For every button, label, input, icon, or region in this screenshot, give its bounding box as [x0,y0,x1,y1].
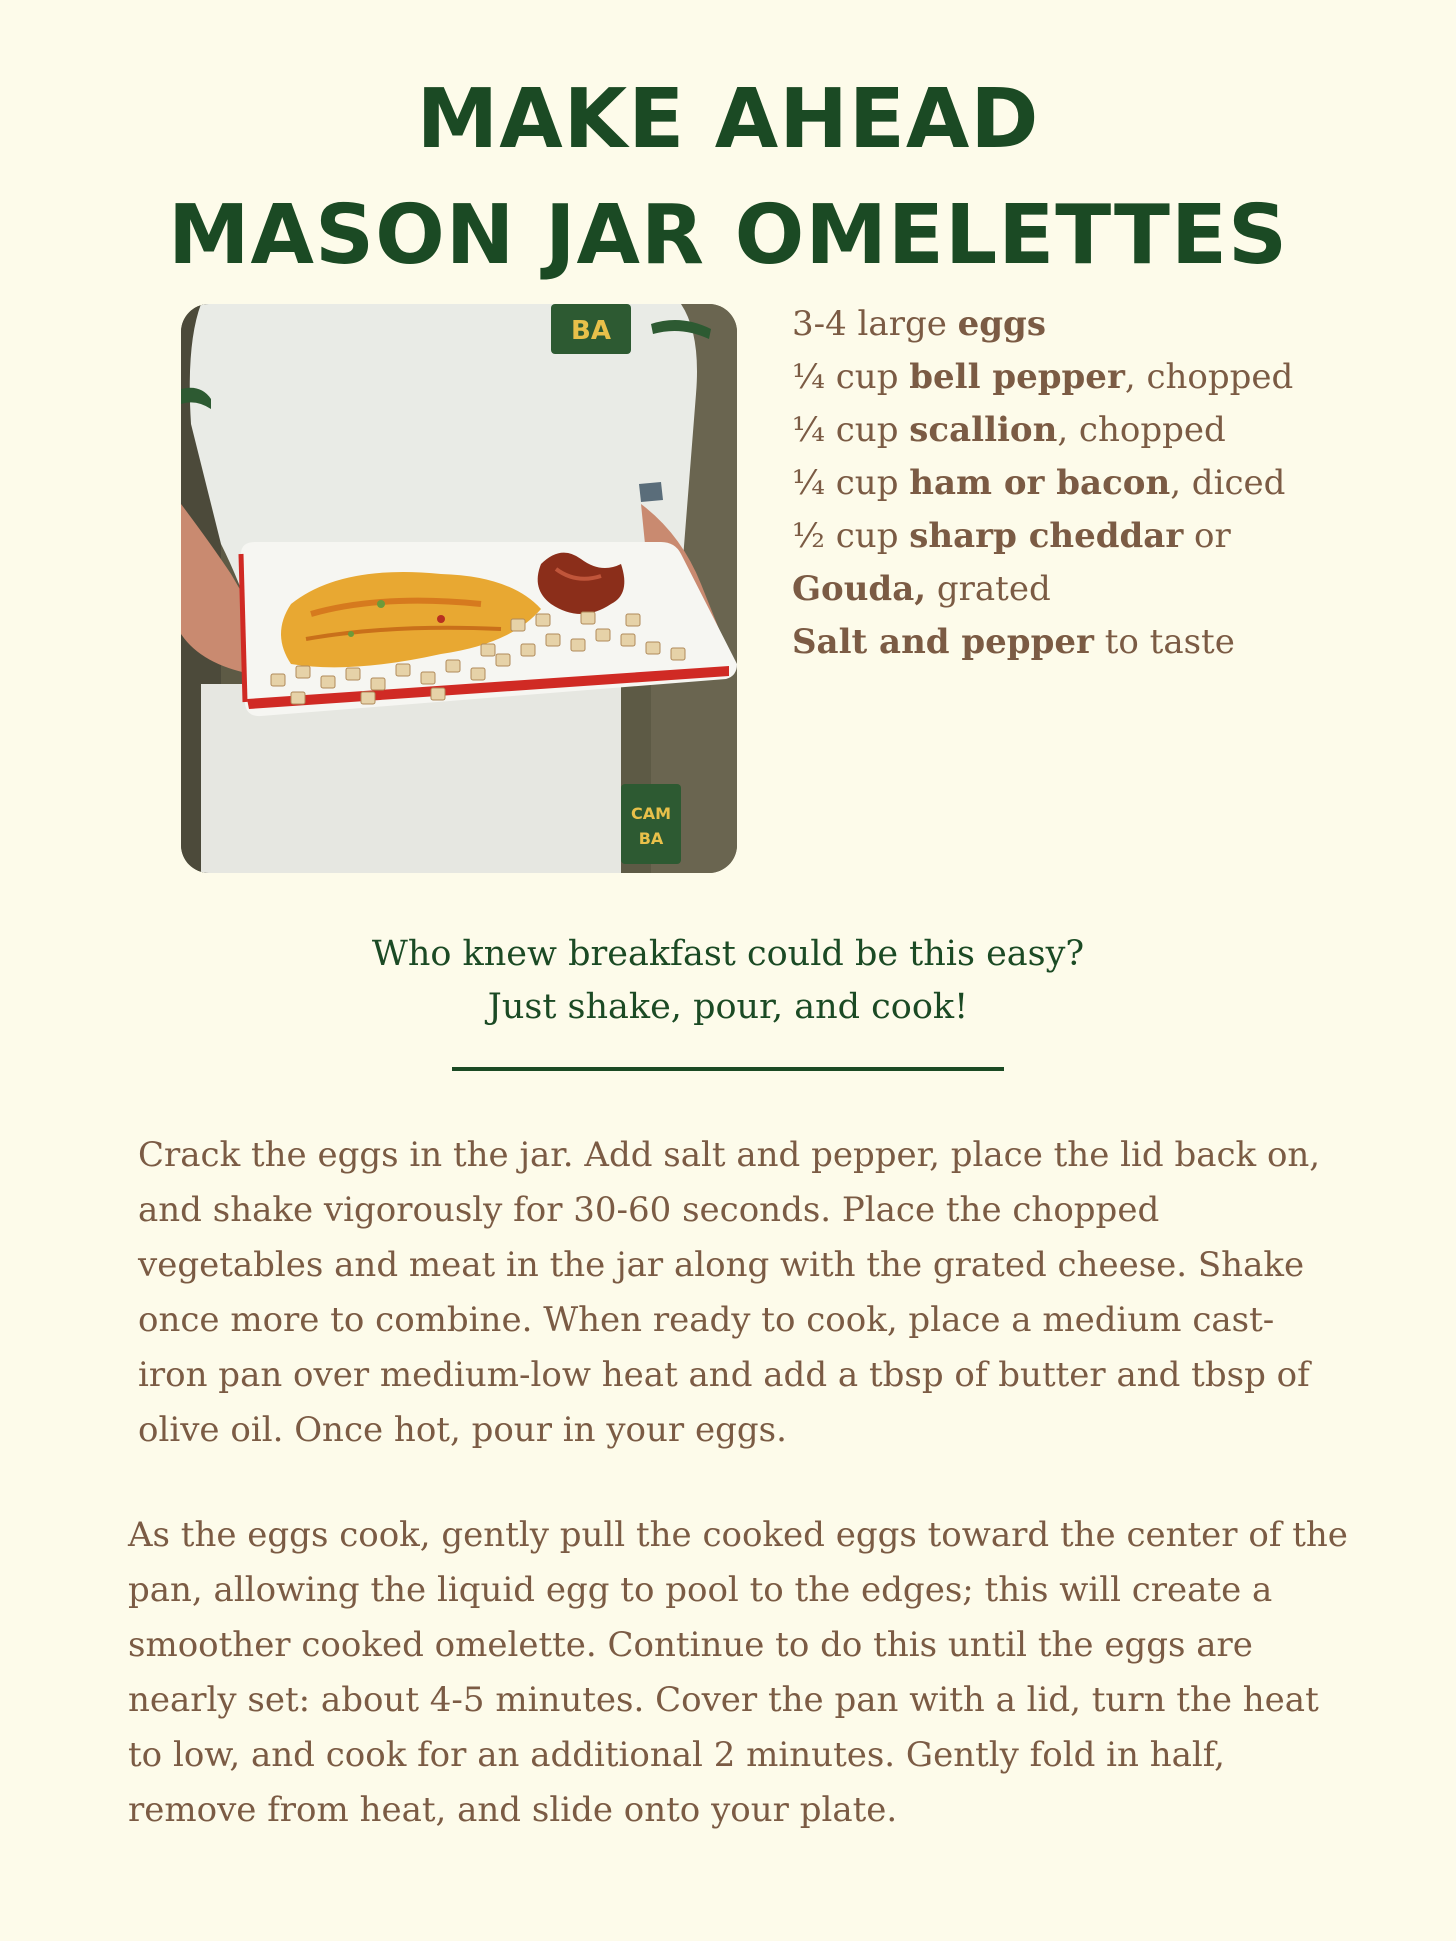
svg-text:CAM: CAM [630,804,672,823]
omelette-photo [181,304,737,873]
shirt-badge-logo [551,304,631,354]
tagline-line-2: Just shake, pour, and cook! [487,987,969,1027]
tagline-line-1: Who knew breakfast could be this easy? [371,934,1085,974]
tagline [0,928,1456,1034]
svg-text:BA: BA [571,316,611,346]
ingredient-item: 3-4 large eggs [792,304,1046,344]
shorts-badge-logo [621,784,681,864]
ingredient-item: ¼ cup scallion, chopped [792,410,1226,450]
ingredient-item: ½ cup sharp cheddar or [792,516,1231,556]
title-line-2: MASON JAR OMELETTES [167,188,1289,283]
page-title [0,62,1456,294]
ingredients-list [792,298,1432,669]
ingredient-item: Gouda, grated [792,569,1051,609]
ingredient-item: ¼ cup bell pepper, chopped [792,357,1294,397]
title-line-1: MAKE AHEAD [416,72,1040,167]
omelette-photo-illustration [181,304,737,873]
instructions-paragraph-1: Crack the eggs in the jar. Add salt and pepper, place the lid back on, and shake vigorously for 30-60 seconds. Place the chopped vegetables and meat in the jar along with the grated cheese. Shake once more to combine. When ready to cook, place a medium cast-iron pan over medium-low heat and add a tbsp of butter and tbsp of olive oil. Once hot, pour in your eggs. [138,1135,1321,1450]
instructions-paragraph-2: As the eggs cook, gently pull the cooked eggs toward the center of the pan, allowing the liquid egg to pool to the edges; this will create a smoother cooked omelette. Continue to do this until the eggs are nearly set: about 4-5 minutes. Cover the pan with a lid, turn the heat to low, and cook for an additional 2 minutes. Gently fold in half, remove from heat, and slide onto your plate. [128,1515,1348,1830]
svg-text:BA: BA [638,829,664,848]
ingredient-item: ¼ cup ham or bacon, diced [792,463,1286,503]
section-divider [452,1067,1004,1071]
ingredient-item: Salt and pepper to taste [792,622,1235,662]
